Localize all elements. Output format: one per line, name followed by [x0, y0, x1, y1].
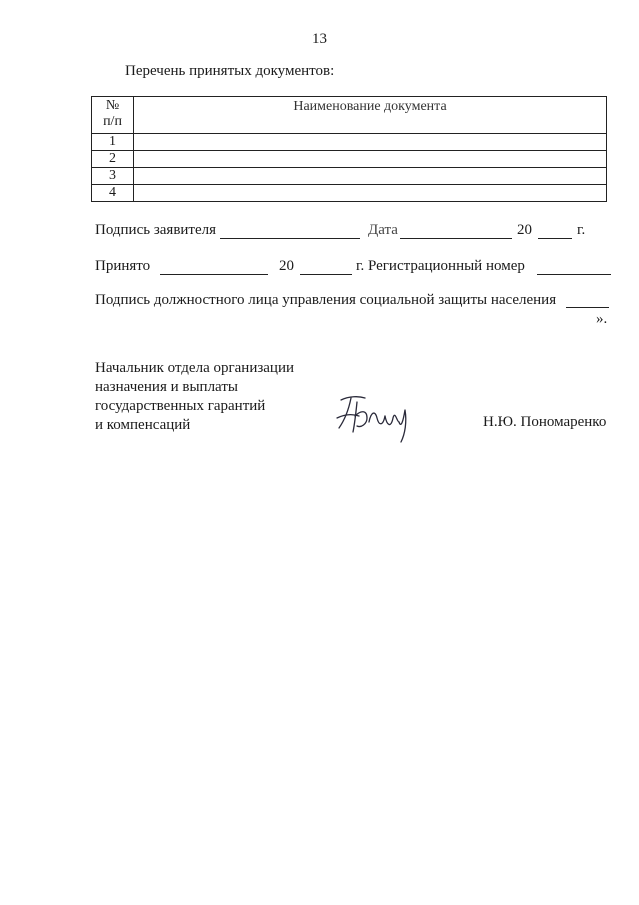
row-number: 1: [92, 134, 134, 151]
signatory-position-line: назначения и выплаты: [95, 379, 238, 395]
signatory-position-line: государственных гарантий: [95, 398, 266, 414]
accepted-label: Принято: [95, 258, 151, 274]
date-blank: [400, 238, 512, 239]
header-document-name: Наименование документа: [134, 97, 607, 134]
header-number-abbr: п/п: [103, 114, 122, 129]
row-number: 2: [92, 151, 134, 168]
official-signature-label: Подпись должностного лица управления социальной защиты населения: [95, 292, 557, 308]
closing-quote: ».: [596, 311, 608, 327]
registration-number-blank: [537, 274, 611, 275]
accepted-year-blank: [300, 274, 352, 275]
signatory-name: Н.Ю. Пономаренко: [483, 414, 607, 430]
signatory-position: [95, 359, 294, 435]
header-number: [92, 97, 134, 134]
date-year-blank: [538, 238, 572, 239]
applicant-signature-label: Подпись заявителя: [95, 222, 217, 238]
header-number-symbol: №: [105, 98, 120, 113]
table-row: [92, 134, 607, 151]
accepted-year-prefix: 20: [279, 258, 294, 274]
documents-list-title: Перечень принятых документов:: [125, 63, 335, 79]
row-number: 3: [92, 168, 134, 185]
row-document-cell: [134, 134, 607, 151]
row-document-cell: [134, 151, 607, 168]
date-year-prefix: 20: [517, 222, 532, 238]
table-row: [92, 168, 607, 185]
table-header-row: [92, 97, 607, 134]
page-number: 13: [312, 31, 327, 47]
documents-table: [91, 96, 607, 202]
signatory-position-line: Начальник отдела организации: [95, 360, 295, 376]
handwritten-signature: [335, 392, 415, 444]
table-row: [92, 185, 607, 202]
signatory-position-line: и компенсаций: [95, 417, 191, 433]
applicant-signature-blank: [220, 238, 360, 239]
row-document-cell: [134, 185, 607, 202]
official-signature-blank: [566, 307, 609, 308]
row-document-cell: [134, 168, 607, 185]
table-row: [92, 151, 607, 168]
accepted-date-blank: [160, 274, 268, 275]
row-number: 4: [92, 185, 134, 202]
date-year-suffix: г.: [577, 222, 586, 238]
registration-number-label: г. Регистрационный номер: [356, 258, 525, 274]
date-label: Дата: [368, 222, 398, 238]
